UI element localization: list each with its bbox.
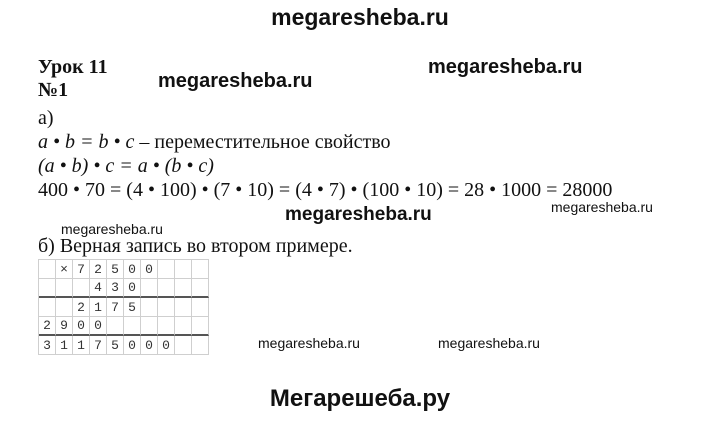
grid-cell: 1 xyxy=(73,336,90,355)
watermark-center: megaresheba.ru xyxy=(285,204,432,225)
watermark-small-left: megaresheba.ru xyxy=(61,221,163,237)
grid-cell xyxy=(175,336,192,355)
grid-cell: 7 xyxy=(90,336,107,355)
part-a-label: а) xyxy=(38,107,54,129)
grid-cell xyxy=(73,279,90,298)
watermark-small-bottom-right: megaresheba.ru xyxy=(438,335,540,351)
calculation-line: 400 • 70 = (4 • 100) • (7 • 10) = (4 • 7) • (100 • 10) = 28 • 1000 = 28000 xyxy=(38,179,613,201)
grid-cell: 2 xyxy=(73,298,90,317)
grid-cell: 0 xyxy=(158,336,175,355)
grid-cell xyxy=(141,298,158,317)
exercise-number: №1 xyxy=(38,79,69,101)
grid-cell xyxy=(107,317,124,336)
grid-cell xyxy=(141,279,158,298)
grid-cell: 4 xyxy=(90,279,107,298)
grid-cell xyxy=(39,260,56,279)
grid-cell: 0 xyxy=(73,317,90,336)
grid-cell: × xyxy=(56,260,73,279)
commutative-text: – переместительное свойство xyxy=(134,131,391,153)
grid-cell: 1 xyxy=(90,298,107,317)
grid-cell: 5 xyxy=(107,336,124,355)
associative-line: (a • b) • c = a • (b • c) xyxy=(38,155,214,177)
watermark-small-bottom-left: megaresheba.ru xyxy=(258,335,360,351)
grid-cell: 0 xyxy=(141,336,158,355)
grid-cell xyxy=(158,279,175,298)
grid-cell xyxy=(175,279,192,298)
grid-cell xyxy=(158,298,175,317)
lesson-title: Урок 11 xyxy=(38,56,108,78)
grid-cell xyxy=(141,317,158,336)
part-b-line: б) Верная запись во втором примере. xyxy=(38,235,353,257)
grid-cell xyxy=(158,317,175,336)
grid-cell xyxy=(192,260,209,279)
grid-cell: 5 xyxy=(107,260,124,279)
grid-cell: 0 xyxy=(124,279,141,298)
grid-cell: 3 xyxy=(39,336,56,355)
watermark-small-right: megaresheba.ru xyxy=(551,199,653,215)
commutative-formula: a • b = b • c xyxy=(38,131,135,153)
grid-cell xyxy=(192,336,209,355)
watermark-left: megaresheba.ru xyxy=(158,70,313,92)
grid-cell: 5 xyxy=(124,298,141,317)
grid-cell xyxy=(175,298,192,317)
grid-cell xyxy=(192,279,209,298)
grid-cell: 2 xyxy=(90,260,107,279)
grid-cell xyxy=(192,298,209,317)
grid-cell xyxy=(56,279,73,298)
grid-cell xyxy=(124,317,141,336)
grid-cell xyxy=(175,260,192,279)
grid-cell xyxy=(39,298,56,317)
multiplication-grid xyxy=(38,259,209,355)
grid-cell xyxy=(39,279,56,298)
grid-cell: 2 xyxy=(39,317,56,336)
grid-cell xyxy=(175,317,192,336)
grid-cell: 0 xyxy=(90,317,107,336)
watermark-right: megaresheba.ru xyxy=(428,56,583,78)
grid-cell: 3 xyxy=(107,279,124,298)
grid-cell: 0 xyxy=(124,260,141,279)
grid-cell: 0 xyxy=(124,336,141,355)
grid-cell: 9 xyxy=(56,317,73,336)
grid-cell: 1 xyxy=(56,336,73,355)
watermark-bottom: Мегарешеба.ру xyxy=(269,385,451,412)
grid-cell xyxy=(56,298,73,317)
grid-cell: 7 xyxy=(73,260,90,279)
grid-cell xyxy=(158,260,175,279)
grid-cell: 7 xyxy=(107,298,124,317)
grid-cell: 0 xyxy=(141,260,158,279)
watermark-top: megaresheba.ru xyxy=(271,4,449,30)
commutative-line xyxy=(38,131,391,154)
grid-cell xyxy=(192,317,209,336)
